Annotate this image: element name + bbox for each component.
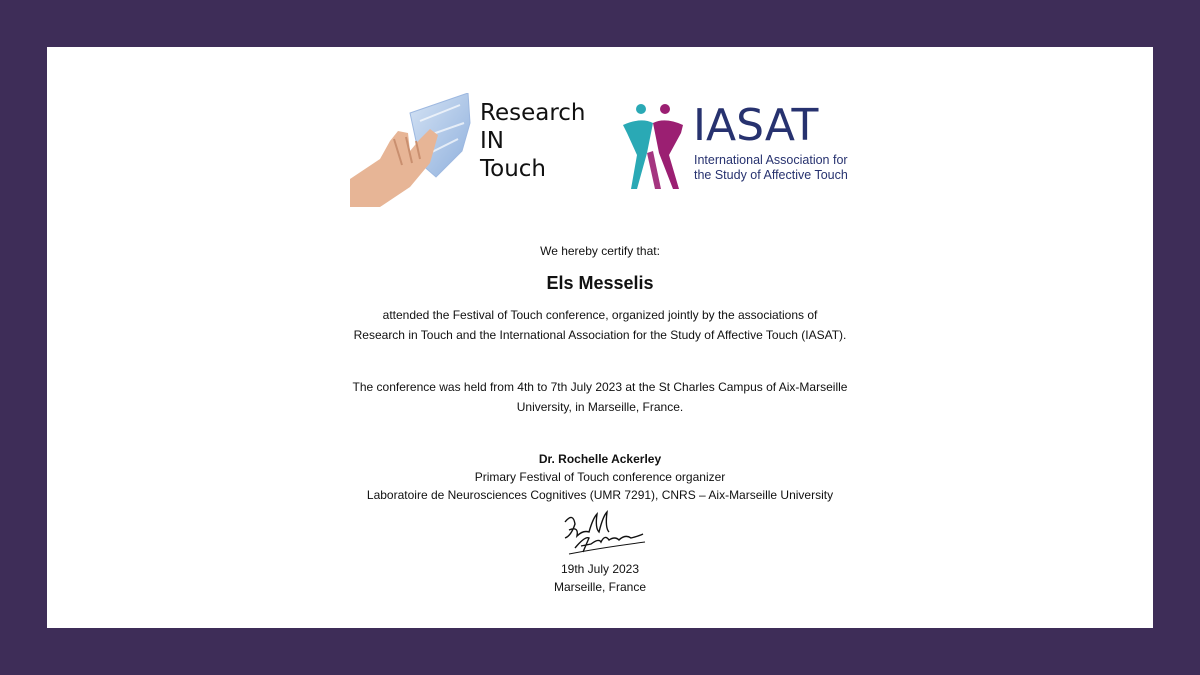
iasat-acronym: IASAT [693, 100, 819, 151]
hand-image [350, 93, 475, 207]
logo-line-research: Research [480, 100, 586, 126]
recipient-name: Els Messelis [546, 273, 654, 293]
iasat-figures-icon [621, 103, 687, 193]
signatory-name: Dr. Rochelle Ackerley [538, 452, 662, 466]
iasat-subtitle-line2: the Study of Affective Touch [694, 168, 848, 182]
research-in-touch-wordmark [480, 99, 586, 183]
signatory-role: Primary Festival of Touch conference organizer [474, 470, 726, 484]
certificate-page [47, 47, 1153, 628]
dates-line-1: The conference was held from 4th to 7th July 2023 at the St Charles Campus of Aix-Marseille [352, 380, 848, 394]
research-in-touch-logo [350, 93, 595, 207]
logo-line-in: IN [480, 128, 504, 154]
certify-intro: We hereby certify that: [540, 244, 660, 258]
body-line-1: attended the Festival of Touch conference, organized jointly by the associations of [382, 308, 818, 322]
iasat-subtitle-line1: International Association for [694, 153, 848, 167]
issue-place: Marseille, France [553, 580, 647, 594]
body-line-2: Research in Touch and the International Association for the Study of Affective Touch (IASAT). [353, 328, 847, 342]
iasat-logo [621, 100, 851, 193]
dates-line-2: University, in Marseille, France. [516, 400, 684, 414]
iasat-subtitle [694, 153, 848, 183]
handwritten-signature [559, 508, 649, 558]
logo-line-touch: Touch [480, 156, 547, 182]
signatory-affiliation: Laboratoire de Neurosciences Cognitives (UMR 7291), CNRS – Aix-Marseille University [366, 488, 834, 502]
issue-date: 19th July 2023 [560, 562, 640, 576]
